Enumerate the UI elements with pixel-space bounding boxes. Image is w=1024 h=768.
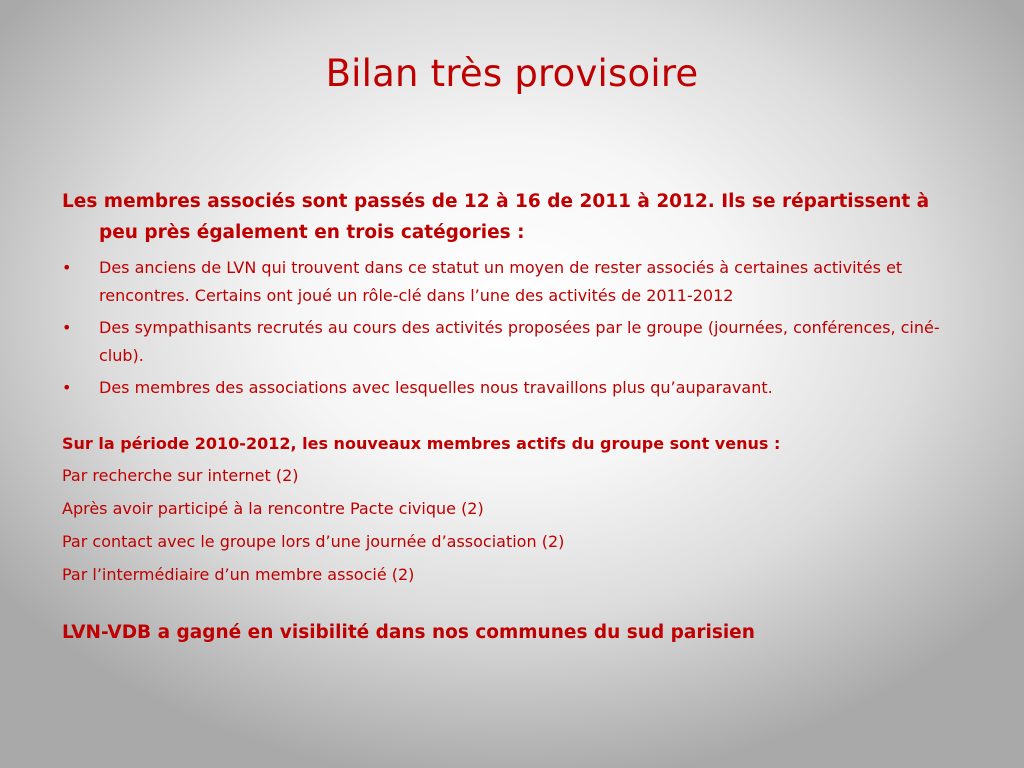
bullet-item — [62, 374, 942, 402]
bullet-icon: • — [62, 378, 72, 397]
bullet-text: Des sympathisants recrutés au cours des activités proposées par le groupe (journées, conférences, ciné-club). — [99, 318, 940, 365]
bullet-text: Des anciens de LVN qui trouvent dans ce statut un moyen de rester associés à certaines activités et rencontres. Certains ont joué un rôle-clé dans l’une des activités de 2011-2012 — [99, 258, 903, 305]
intro-paragraph: Les membres associés sont passés de 12 à 16 de 2011 à 2012. Ils se répartissent à peu près également en trois catégories : — [62, 191, 930, 243]
source-line: Par l’intermédiaire d’un membre associé (2) — [62, 565, 415, 584]
bullet-text: Des membres des associations avec lesquelles nous travaillons plus qu’auparavant. — [99, 378, 773, 397]
source-line: Par recherche sur internet (2) — [62, 466, 299, 485]
source-line: Après avoir participé à la rencontre Pacte civique (2) — [62, 499, 484, 518]
section-heading: Sur la période 2010-2012, les nouveaux membres actifs du groupe sont venus : — [62, 434, 781, 453]
conclusion: LVN-VDB a gagné en visibilité dans nos communes du sud parisien — [62, 622, 755, 643]
bullet-item — [62, 314, 942, 370]
slide-title: Bilan très provisoire — [325, 52, 699, 95]
slide-content — [62, 186, 942, 648]
bullet-item — [62, 254, 942, 310]
bullet-icon: • — [62, 318, 72, 337]
category-bullet-list — [62, 254, 942, 402]
source-line: Par contact avec le groupe lors d’une journée d’association (2) — [62, 532, 565, 551]
bullet-icon: • — [62, 258, 72, 277]
